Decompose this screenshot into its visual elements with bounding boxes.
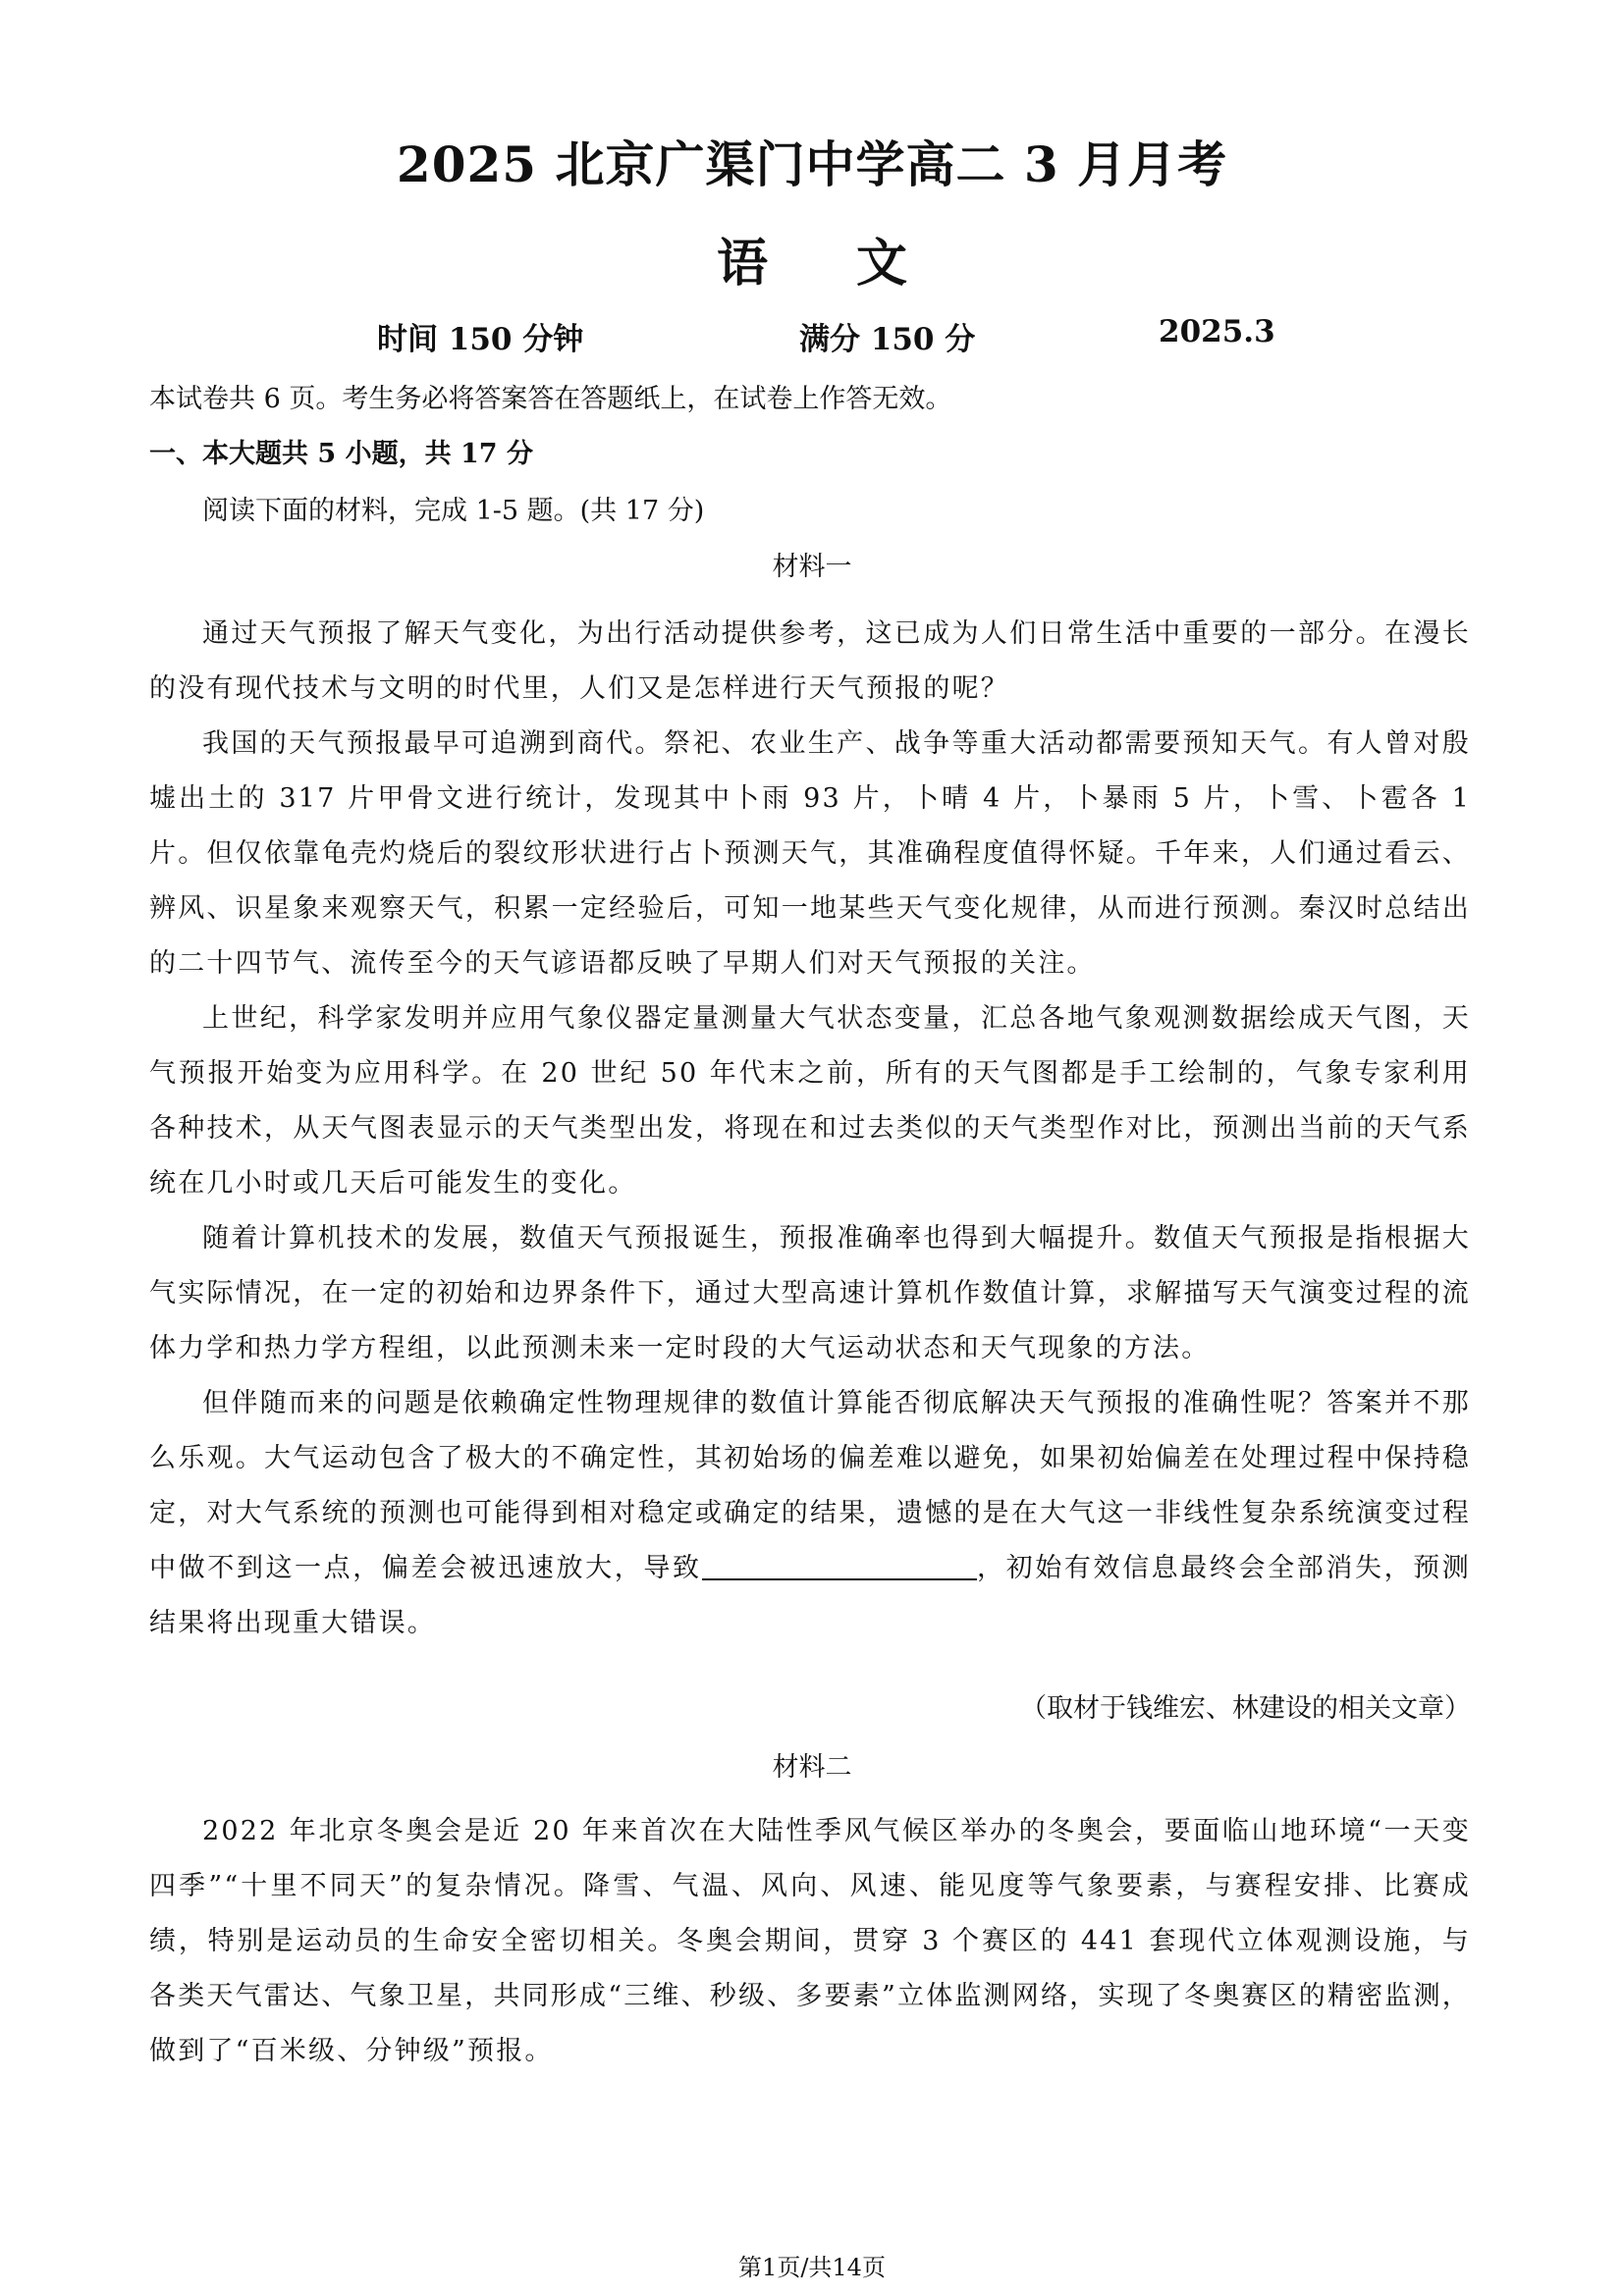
material-one-source: （取材于钱维宏、林建设的相关文章） xyxy=(1020,1693,1471,1724)
exam-date: 2025.3 xyxy=(1159,314,1275,349)
material-two-paragraph-1: 2022 年北京冬奥会是近 20 年来首次在大陆性季风气候区举办的冬奥会，要面临山地环境“一天变四季”“十里不同天”的复杂情况。降雪、气温、风向、风速、能见度等气象要素，与赛程安排、比赛成绩，特别是运动员的生命安全密切相关。冬奥会期间，贯穿 3 个赛区的 441 套现代立体观测设施，与各类天气雷达、气象卫星，共同形成“三维、秒级、多要素”立体监测网络，实现了冬奥赛区的精密监测，做到了“百米级、分钟级”预报。 xyxy=(149,1816,1472,2066)
paragraph-5-part-2: ，初始有效信息最终会全部消失，预测结果将出现重大错误。 xyxy=(149,1553,1471,1638)
page-number: 第1页/共14页 xyxy=(738,2254,886,2281)
section-instruction: 阅读下面的材料，完成 1-5 题。(共 17 分) xyxy=(202,496,705,526)
exam-notice: 本试卷共 6 页。考生务必将答案答在答题纸上，在试卷上作答无效。 xyxy=(149,384,952,414)
section-heading: 一、本大题共 5 小题，共 17 分 xyxy=(149,439,533,469)
material-one-paragraph-1: 通过天气预报了解天气变化，为出行活动提供参考，这已成为人们日常生活中重要的一部分。在漫长的没有现代技术与文明的时代里，人们又是怎样进行天气预报的呢？ xyxy=(149,618,1471,704)
material-one-paragraph-3: 上世纪，科学家发明并应用气象仪器定量测量大气状态变量，汇总各地气象观测数据绘成天气图，天气预报开始变为应用科学。在 20 世纪 50 年代末之前，所有的天气图都是手工绘制的，气象专家利用各种技术，从天气图表显示的天气类型出发，将现在和过去类似的天气类型作对比，预测出当前的天气系统在几小时或几天后可能发生的变化。 xyxy=(149,1003,1471,1199)
exam-score: 满分 150 分 xyxy=(799,322,976,357)
exam-title: 2025 北京广渠门中学高二 3 月月考 xyxy=(396,135,1228,193)
material-two-title: 材料二 xyxy=(772,1752,852,1783)
material-one-paragraph-5 xyxy=(149,1376,1471,1651)
subject-title: 语文 xyxy=(716,234,996,294)
exam-time: 时间 150 分钟 xyxy=(377,322,584,357)
material-one-paragraph-4: 随着计算机技术的发展，数值天气预报诞生，预报准确率也得到大幅提升。数值天气预报是指根据大气实际情况，在一定的初始和边界条件下，通过大型高速计算机作数值计算，求解描写天气演变过程的流体力学和热力学方程组，以此预测未来一定时段的大气运动状态和天气现象的方法。 xyxy=(149,1223,1471,1363)
paragraph-5-part-1: 但伴随而来的问题是依赖确定性物理规律的数值计算能否彻底解决天气预报的准确性呢？答案并不那么乐观。大气运动包含了极大的不确定性，其初始场的偏差难以避免，如果初始偏差在处理过程中保持稳定，对大气系统的预测也可能得到相对稳定或确定的结果，遗憾的是在大气这一非线性复杂系统演变过程中做不到这一点，偏差会被迅速放大，导致 xyxy=(149,1388,1471,1583)
material-one-title: 材料一 xyxy=(772,552,852,582)
material-one-paragraph-2: 我国的天气预报最早可追溯到商代。祭祀、农业生产、战争等重大活动都需要预知天气。有人曾对殷墟出土的 317 片甲骨文进行统计，发现其中卜雨 93 片，卜晴 4 片，卜暴雨 5 片，卜雪、卜雹各 1 片。但仅依靠龟壳灼烧后的裂纹形状进行占卜预测天气，其准确程度值得怀疑。千年来，人们通过看云、辨风、识星象来观察天气，积累一定经验后，可知一地某些天气变化规律，从而进行预测。秦汉时总结出的二十四节气、流传至今的天气谚语都反映了早期人们对天气预报的关注。 xyxy=(149,728,1471,979)
material-one-body xyxy=(149,607,1471,1651)
fill-in-blank[interactable] xyxy=(702,1549,977,1580)
material-two-body xyxy=(149,1804,1471,2079)
